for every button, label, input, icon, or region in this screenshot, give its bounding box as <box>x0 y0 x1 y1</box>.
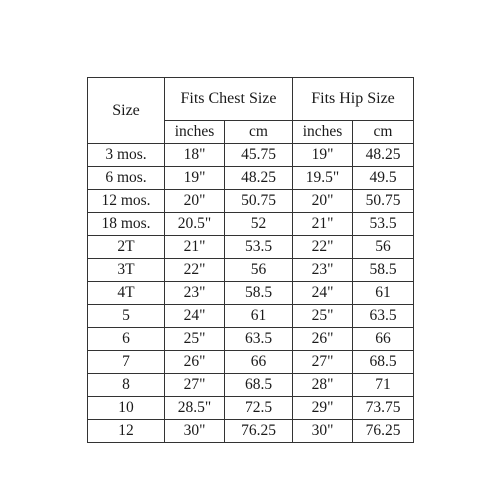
chest-inches-cell: 23" <box>165 282 225 305</box>
hip-cm-cell: 76.25 <box>353 420 414 443</box>
size-cell: 5 <box>88 305 165 328</box>
table-row <box>88 259 419 282</box>
hip-cm-cell: 73.75 <box>353 397 414 420</box>
chest-inches-cell: 27" <box>165 374 225 397</box>
hip-cm-cell: 61 <box>353 282 414 305</box>
hip-cm-cell: 68.5 <box>353 351 414 374</box>
size-cell: 6 mos. <box>88 167 165 190</box>
chest-inches-cell: 25" <box>165 328 225 351</box>
table-row <box>88 305 419 328</box>
hip-cm-cell: 53.5 <box>353 213 414 236</box>
size-header: Size <box>88 78 165 144</box>
size-cell: 4T <box>88 282 165 305</box>
hip-cm-cell: 58.5 <box>353 259 414 282</box>
table-row <box>88 167 419 190</box>
chest-cm-cell: 66 <box>225 351 293 374</box>
chest-cm-cell: 76.25 <box>225 420 293 443</box>
hip-inches-cell: 23" <box>293 259 353 282</box>
hip-inches-cell: 30" <box>293 420 353 443</box>
size-cell: 12 <box>88 420 165 443</box>
chest-cm-cell: 63.5 <box>225 328 293 351</box>
hip-inches-cell: 24" <box>293 282 353 305</box>
chest-cm-cell: 53.5 <box>225 236 293 259</box>
hip-cm-cell: 63.5 <box>353 305 414 328</box>
chest-cm-cell: 56 <box>225 259 293 282</box>
table-row <box>88 420 419 443</box>
hip-inches-cell: 27" <box>293 351 353 374</box>
table-row <box>88 374 419 397</box>
chest-inches-cell: 28.5" <box>165 397 225 420</box>
chest-size-header: Fits Chest Size <box>165 78 293 121</box>
hip-inches-cell: 25" <box>293 305 353 328</box>
chest-inches-cell: 24" <box>165 305 225 328</box>
size-cell: 3 mos. <box>88 144 165 167</box>
size-cell: 7 <box>88 351 165 374</box>
chest-cm-cell: 48.25 <box>225 167 293 190</box>
hip-cm-cell: 71 <box>353 374 414 397</box>
chest-cm-cell: 50.75 <box>225 190 293 213</box>
hip-inches-cell: 19.5" <box>293 167 353 190</box>
table-row <box>88 236 419 259</box>
cropped-column-edge <box>414 78 419 144</box>
chest-inches-cell: 19" <box>165 167 225 190</box>
chest-inches-cell: 21" <box>165 236 225 259</box>
hip-cm-cell: 49.5 <box>353 167 414 190</box>
chest-inches-cell: 26" <box>165 351 225 374</box>
chest-inches-cell: 18" <box>165 144 225 167</box>
hip-inches-cell: 26" <box>293 328 353 351</box>
hip-inches-cell: 19" <box>293 144 353 167</box>
chest-inches-cell: 20.5" <box>165 213 225 236</box>
header-row <box>88 78 419 121</box>
table-row <box>88 190 419 213</box>
hip-inches-cell: 29" <box>293 397 353 420</box>
chest-inches-cell: 20" <box>165 190 225 213</box>
hip-cm-cell: 48.25 <box>353 144 414 167</box>
size-cell: 2T <box>88 236 165 259</box>
hip-cm-cell: 56 <box>353 236 414 259</box>
size-cell: 6 <box>88 328 165 351</box>
chest-cm-cell: 58.5 <box>225 282 293 305</box>
hip-cm-cell: 50.75 <box>353 190 414 213</box>
chest-cm-cell: 61 <box>225 305 293 328</box>
chest-cm-header: cm <box>225 121 293 144</box>
chest-cm-cell: 52 <box>225 213 293 236</box>
chest-inches-header: inches <box>165 121 225 144</box>
chest-inches-cell: 22" <box>165 259 225 282</box>
hip-inches-cell: 28" <box>293 374 353 397</box>
hip-cm-header: cm <box>353 121 414 144</box>
chest-cm-cell: 72.5 <box>225 397 293 420</box>
size-cell: 3T <box>88 259 165 282</box>
chest-inches-cell: 30" <box>165 420 225 443</box>
chest-cm-cell: 45.75 <box>225 144 293 167</box>
size-chart-table <box>87 77 419 443</box>
chest-cm-cell: 68.5 <box>225 374 293 397</box>
table-body <box>88 144 419 443</box>
hip-inches-cell: 21" <box>293 213 353 236</box>
size-cell: 18 mos. <box>88 213 165 236</box>
table-row <box>88 397 419 420</box>
hip-inches-header: inches <box>293 121 353 144</box>
hip-inches-cell: 20" <box>293 190 353 213</box>
table-row <box>88 328 419 351</box>
size-cell: 12 mos. <box>88 190 165 213</box>
size-cell: 10 <box>88 397 165 420</box>
hip-cm-cell: 66 <box>353 328 414 351</box>
table-row <box>88 351 419 374</box>
hip-size-header: Fits Hip Size <box>293 78 414 121</box>
size-cell: 8 <box>88 374 165 397</box>
hip-inches-cell: 22" <box>293 236 353 259</box>
table-row <box>88 282 419 305</box>
table-row <box>88 213 419 236</box>
table-row <box>88 144 419 167</box>
